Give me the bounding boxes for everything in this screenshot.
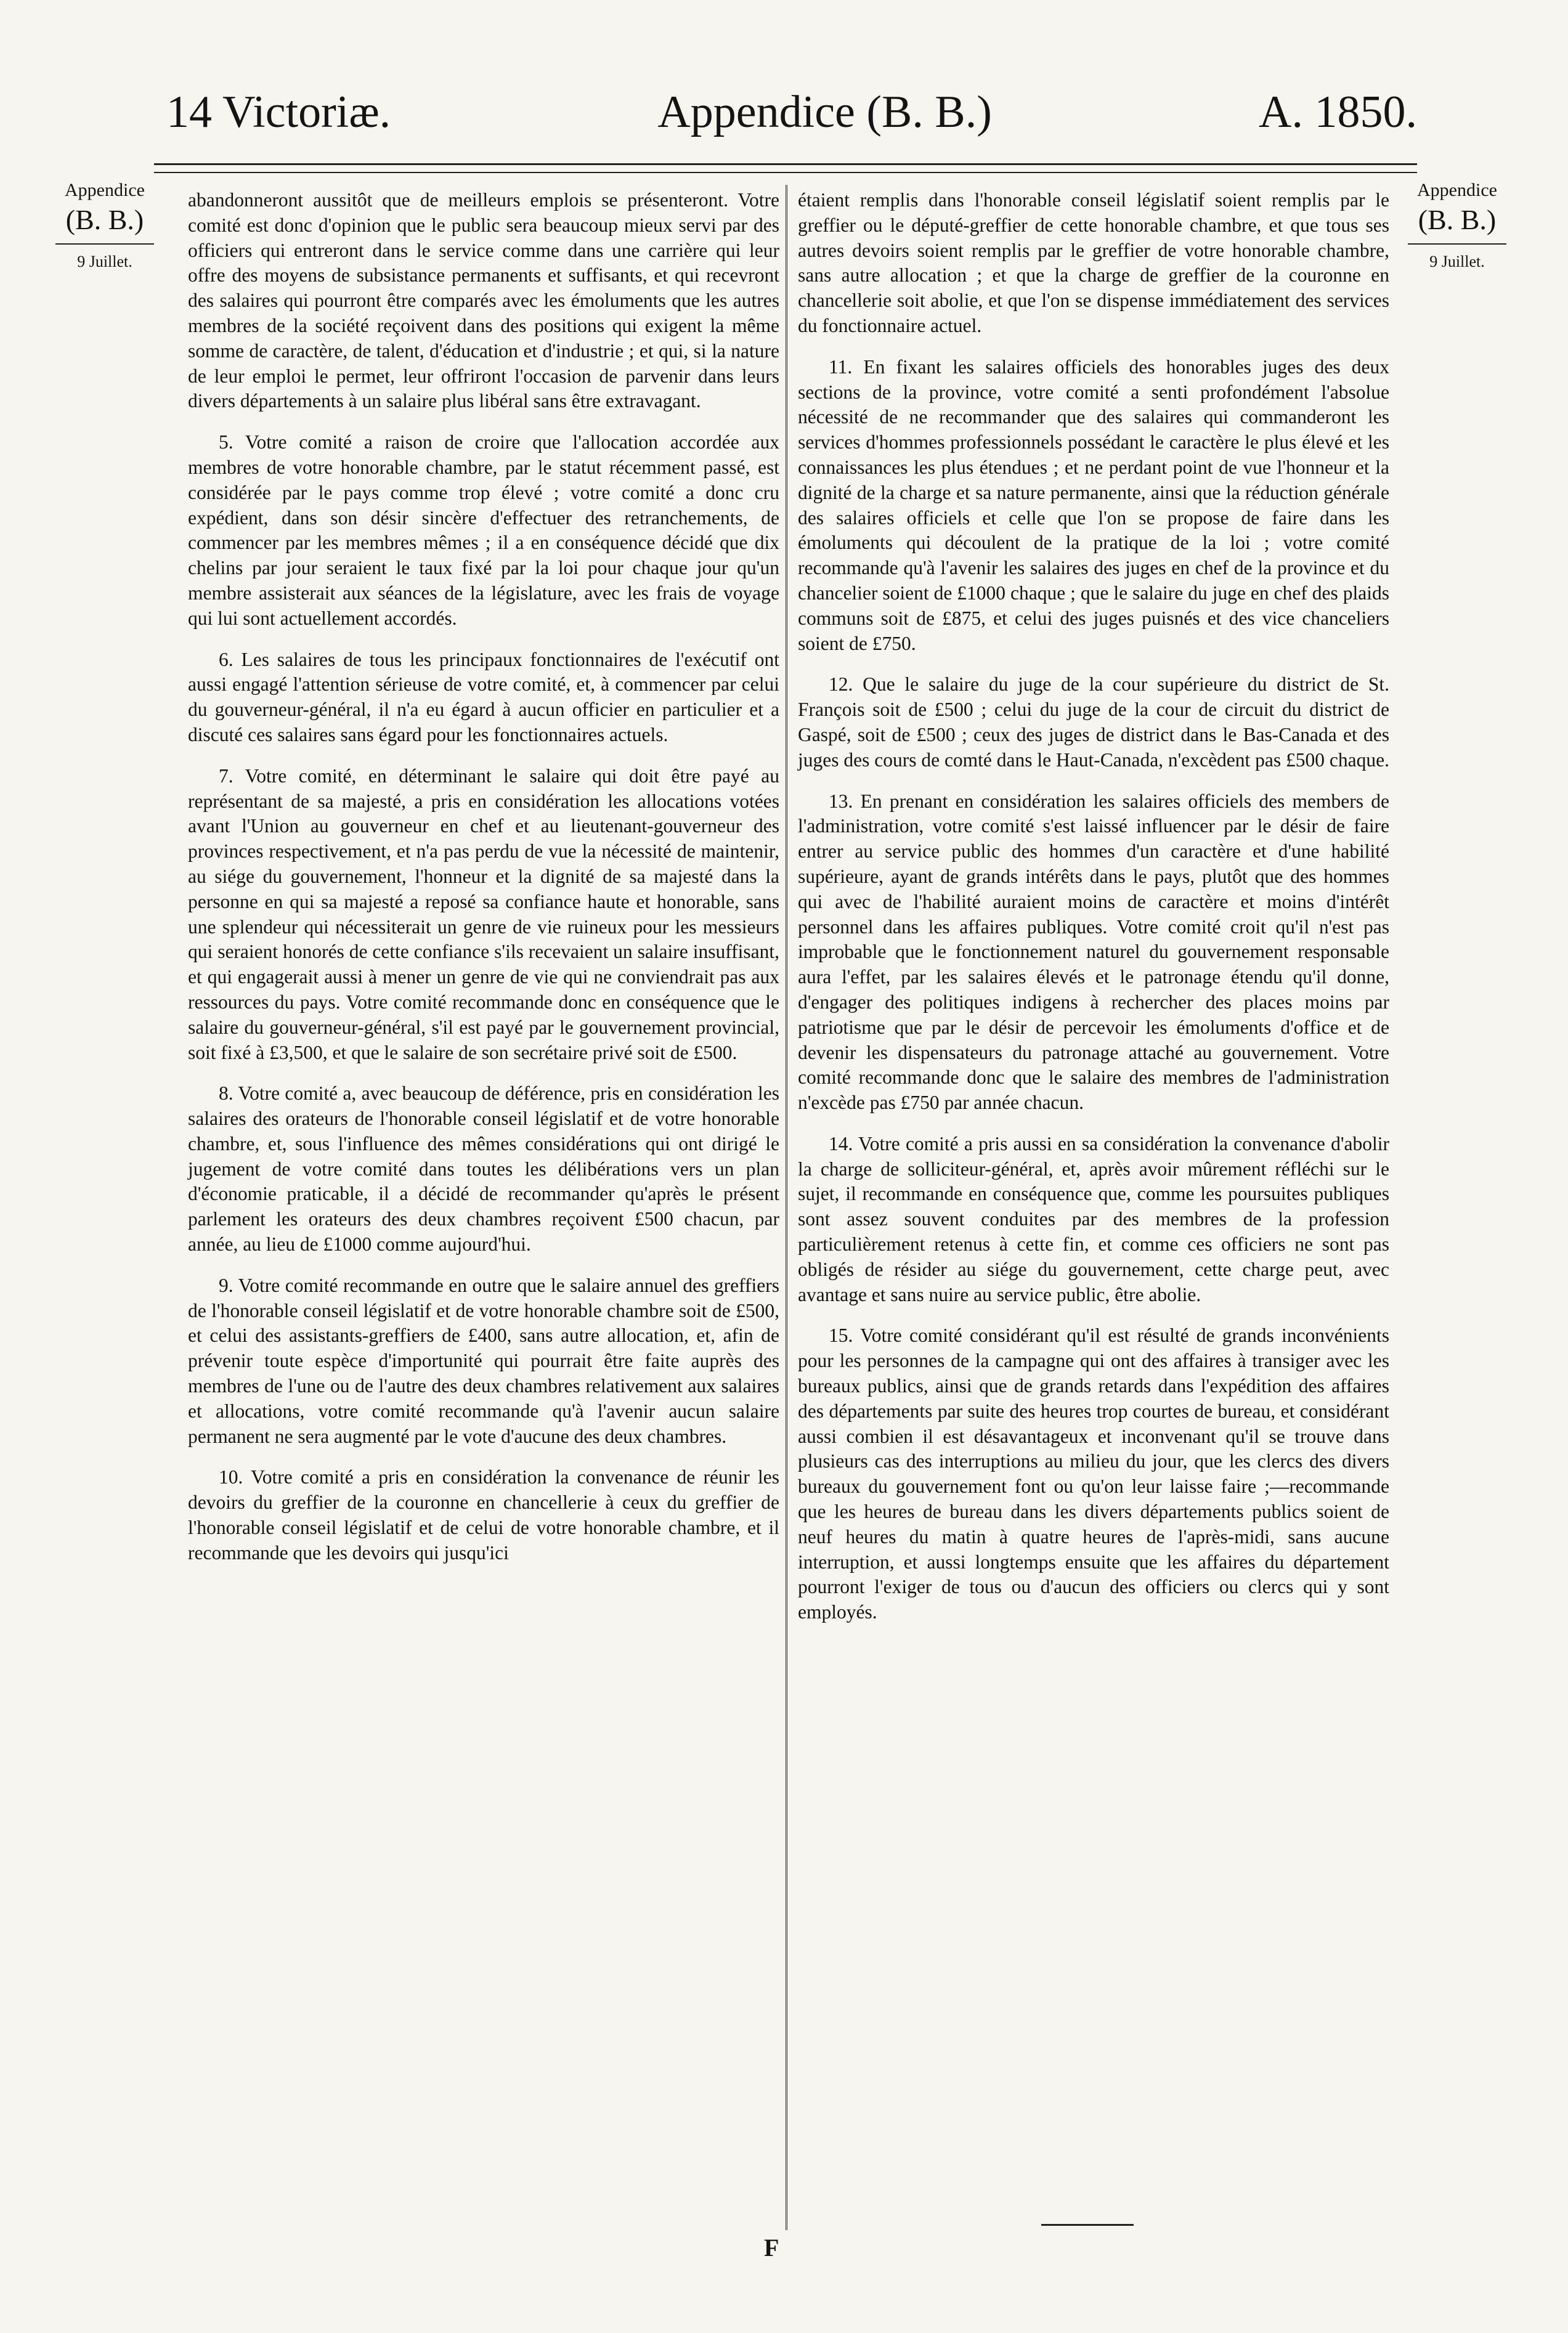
header-rule-thin [154, 172, 1417, 173]
signature-mark: F [764, 2234, 779, 2262]
header-year: A. 1850. [1259, 87, 1417, 137]
paragraph: 9. Votre comité recommande en outre que le salaire annuel des greffiers de l'honorable conseil législatif et de votre honorable chambre soit de £500, et celui des assistants-greffiers de £400, sans autre allocation, et, afin de prévenir toute espèce d'importunité qui pourrait être faite auprès des membres de l'une ou de l'autre des deux chambres relativement aux salaires et allocations, votre comité recommande qu'à l'avenir aucun salaire permanent ne sera augmenté par le vote d'aucune des deux chambres. [188, 1274, 779, 1447]
end-rule [1041, 2224, 1134, 2226]
left-text-column [188, 188, 779, 1582]
paragraph: 6. Les salaires de tous les principaux fonctionnaires de l'exécutif ont aussi engagé l'attention sérieuse de votre comité, et, à commencer par celui du gouverneur-général, il n'a eu égard à aucun officier en particulier et a discuté ces salaires sans égard pour les fonctionnaires actuels. [188, 648, 779, 745]
paragraph: 14. Votre comité a pris aussi en sa considération la convenance d'abolir la charge de solliciteur-général, et, après avoir mûrement réfléchi sur le sujet, il recommande en conséquence que, comme les poursuites publiques sont assez souvent conduites par des membres de la profession particulièrement retenus à cette fin, et comme ces officiers ne sont pas obligés de résider au siége du gouvernement, cette charge peut, avec avantage et sans nuire au service public, être abolie. [798, 1132, 1389, 1305]
margin-date: 9 Juillet. [1429, 253, 1485, 270]
header-appendix-title: Appendice (B. B.) [657, 87, 992, 137]
paragraph: 11. En fixant les salaires officiels des honorables juges des deux sections de la province, votre comité a senti profondément l'absolue nécessité de ne recommander que des salaires qui commanderont les services d'hommes professionnels possédant le caractère le plus élevé et les connaissances les plus étendues ; et ne perdant point de vue l'honneur et la dignité de la charge et sa nature permanente, ainsi que la réduction générale des salaires officiels et celle que l'on se propose de faire dans les émoluments qui découlent de la pratique de la loi ; votre comité recommande qu'à l'avenir les salaires des juges en chef de la province et du chancelier soient de £1000 chaque ; que le salaire du juge en chef des plaids communs soit de £875, et celui des juges puisnés et des vice chanceliers soient de £750. [798, 355, 1389, 654]
margin-label: Appendice [1417, 180, 1497, 200]
margin-date: 9 Juillet. [77, 253, 132, 270]
paragraph: 5. Votre comité a raison de croire que l'allocation accordée aux membres de votre honorable chambre, par le statut récemment passé, est considérée par le pays comme trop élevé ; votre comité a donc cru expédient, dans son désir sincère d'effectuer des retranchements, de commencer par les membres mêmes ; il a en conséquence décidé que dix chelins par jour seraient le taux fixé par la loi pour chaque jour qu'un membre assisterait aux séances de la législature, avec les frais de voyage qui lui sont actuellement accordés. [188, 431, 779, 629]
right-margin-note [1389, 179, 1525, 272]
paragraph: 13. En prenant en considération les salaires officiels des members de l'administration, votre comité s'est laissé influencer par le désir de faire entrer au service public des hommes d'un caractère et d'une habilité supérieure, ayant de grands intérêts dans le pays, plutôt que des hommes qui avec de l'habilité auraient moins de caractère et moins d'intérêt personnel dans les affaires publiques. Votre comité croit qu'il n'est pas improbable que le fonctionnement naturel du gouvernement responsable aura l'effet, par les salaires élevés et le patronage étendu qu'il donne, d'engager des politiques indigens à rechercher des places moins par patriotisme que par le désir de percevoir les émoluments d'office et de devenir les dispensateurs du patronage attaché au gouvernement. Votre comité recommande donc que le salaire des membres de l'administration n'excède pas £750 par année chacun. [798, 790, 1389, 1114]
right-text-column [798, 188, 1389, 1641]
page-header [166, 86, 1417, 154]
margin-brace [55, 243, 154, 248]
paragraph: 12. Que le salaire du juge de la cour supérieure du district de St. François soit de £500 ; celui du juge de la cour de circuit du district de Gaspé, soit de £500 ; ceux des juges de district dans le Bas-Canada et des juges des cours de comté dans le Haut-Canada, n'excèdent pas £500 chaque. [798, 673, 1389, 771]
margin-code: (B. B.) [65, 203, 144, 235]
paragraph: 15. Votre comité considérant qu'il est résulté de grands inconvénients pour les personnes de la campagne qui ont des affaires à transiger avec les bureaux publics, ainsi que de grands retards dans l'expédition des affaires des départements par suite des heures trop courtes de bureau, et considérant aussi combien il est désavantageux et inconvenant qu'il se trouve dans plusieurs cas des interruptions au milieu du jour, que les clercs des divers bureaux du gouvernement font ou qu'on leur laisse faire ;—recommande que les heures de bureau dans les divers départements publics soient de neuf heures du matin à quatre heures de l'après-midi, sans aucune interruption, et aussi longtemps ensuite que les affaires du département pourront l'exiger de tous ou d'aucun des officiers ou clercs qui y sont employés. [798, 1325, 1389, 1623]
margin-brace [1408, 243, 1506, 248]
paragraph: abandonneront aussitôt que de meilleurs emplois se présenteront. Votre comité est donc d'opinion que le public sera beaucoup mieux servi par des officiers qui entreront dans le service comme dans une carrière qui leur offre des moyens de subsistance permanents et suffisants, et qui recevront des salaires qui pourront être comparés avec les émoluments que les autres membres de la société reçoivent dans des positions qui exigent la même somme de caractère, de talent, d'éducation et d'industrie ; et qui, si la nature de leur emploi le permet, leur offriront l'occasion de parvenir dans leurs divers départements à un salaire plus libéral sans être extravagant. [188, 189, 779, 412]
header-regnal-year: 14 Victoriæ. [166, 87, 391, 137]
paragraph: 10. Votre comité a pris en considération la convenance de réunir les devoirs du greffier de la couronne en chancellerie à ceux du greffier de l'honorable conseil législatif et de celui de votre honorable chambre, et il recommande que les devoirs qui jusqu'ici [188, 1466, 779, 1564]
paragraph: 8. Votre comité a, avec beaucoup de déférence, pris en considération les salaires des orateurs de l'honorable conseil législatif et de votre honorable chambre, et, sous l'influence des mêmes considérations qui ont dirigé le jugement de votre comité dans toutes les délibérations vers un plan d'économie praticable, il a décidé de recommander qu'après le présent parlement les orateurs des deux chambres reçoivent £500 chacun, par année, au lieu de £1000 comme aujourd'hui. [188, 1082, 779, 1256]
paragraph: étaient remplis dans l'honorable conseil législatif soient remplis par le greffier ou le député-greffier de cette honorable chambre, et que tous ses autres devoirs soient remplis par le greffier de votre honorable chambre, sans autre allocation ; et que la charge de greffier de la couronne en chancellerie soit abolie, et que l'on se dispense immédiatement des services du fonctionnaire actuel. [798, 189, 1389, 336]
left-margin-note [37, 179, 173, 272]
header-rule [154, 163, 1417, 165]
column-divider [786, 185, 787, 2230]
margin-label: Appendice [65, 180, 145, 200]
margin-code: (B. B.) [1418, 203, 1497, 235]
paragraph: 7. Votre comité, en déterminant le salaire qui doit être payé au représentant de sa majesté, a pris en considération les allocations votées avant l'Union au gouverneur en chef et au lieutenant-gouverneur des provinces respectivement, et n'a pas perdu de vue la nécessité de maintenir, au siége du gouvernement, l'honneur et la dignité de sa majesté dans la personne en qui sa majesté a reposé sa confiance haute et honorable, sans une splendeur qui nécessiterait un genre de vie ruineux pour les messieurs qui seraient honorés de cette confiance s'ils recevaient un salaire insuffisant, et qui engagerait aussi à mener un genre de vie qui ne conviendrait pas aux ressources du pays. Votre comité recommande donc en conséquence que le salaire du gouverneur-général, s'il est payé par le gouvernement provincial, soit fixé à £3,500, et que le salaire de son secrétaire privé soit de £500. [188, 765, 779, 1063]
